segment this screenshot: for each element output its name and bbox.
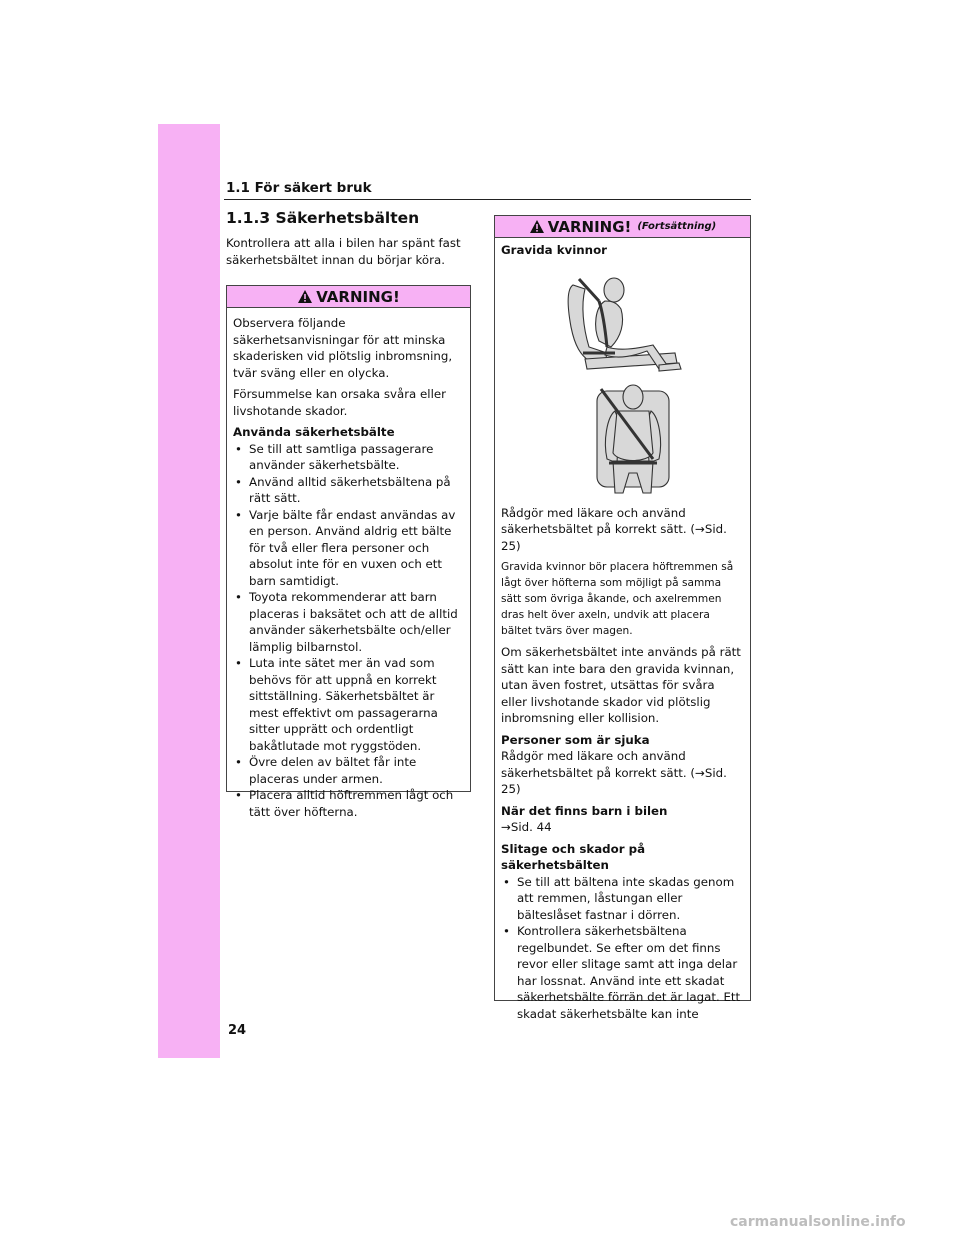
warning-box-left (226, 285, 471, 819)
warning-title: VARNING! (547, 217, 632, 236)
bullet-item: • Varje bälte får endast användas av en person. Använd aldrig ett bälte för två eller flera personer och absolut inte för en vuxen och ett barn samtidigt. (235, 507, 456, 588)
bullet-item: • Toyota rekommenderar att barn placeras i baksätet och att de alltid använder säkerhetsbälte och/eller lämplig bilbarnstol. (235, 590, 458, 654)
warning-paragraph: Rådgör med läkare och använd säkerhetsbältet på korrekt sätt. (→Sid. 25) (501, 505, 727, 553)
warning-header (227, 286, 470, 308)
warning-subheading: Använda säkerhetsbälte (233, 425, 395, 439)
warning-subheading: Gravida kvinnor (501, 243, 608, 257)
warning-subheading: Personer som är sjuka (501, 732, 650, 747)
warning-subheading: När det finns barn i bilen (501, 803, 668, 818)
left-column (226, 209, 472, 819)
watermark: carmanualsonline.info (730, 1214, 906, 1230)
warning-title: VARNING! (316, 287, 400, 306)
warning-icon (529, 219, 545, 234)
warning-continued: (Fortsättning) (637, 221, 717, 232)
page-number: 24 (228, 1023, 247, 1038)
header-rule (224, 199, 751, 200)
warning-paragraph-small: Gravida kvinnor bör placera höftremmen så lågt över höfterna som möjligt på samma sätt som övriga åkande, och axelremmen dras helt över axeln, undvik att placera bältet tvärs över magen. (501, 561, 734, 637)
page-title: 1.1.3 Säkerhetsbälten (226, 209, 420, 227)
section-header: 1.1 För säkert bruk (226, 180, 372, 196)
bullet-item: • Övre delen av bältet får inte placeras under armen. (235, 755, 417, 786)
bullet-item: • Luta inte sätet mer än vad som behövs för att uppnå en korrekt sittställning. Säkerhetsbältet är mest effektivt om passagerarna sitter upprätt och ordentligt bakåtlutade mot ryggstöden. (235, 656, 438, 753)
warning-subheading: Slitage och skador på säkerhetsbälten (501, 841, 646, 872)
warning-paragraph: Rådgör med läkare och använd säkerhetsbältet på korrekt sätt. (→Sid. 25) (501, 749, 727, 796)
warning-box-right (494, 215, 751, 1021)
pregnant-front-illustration (587, 381, 679, 499)
bullet-item: • Se till att samtliga passagerare använder säkerhetsbälte. (235, 441, 434, 472)
right-column (494, 215, 752, 1021)
bullet-item: • Placera alltid höftremmen lågt och tätt över höfterna. (235, 788, 454, 819)
bullet-item: • Använd alltid säkerhetsbältena på rätt sätt. (235, 474, 451, 505)
side-tab (158, 124, 220, 1058)
bullet-list (233, 441, 464, 821)
warning-paragraph: →Sid. 44 (501, 820, 552, 834)
warning-body (495, 238, 750, 1026)
warning-header (495, 216, 750, 238)
intro-text: Kontrollera att alla i bilen har spänt fast säkerhetsbältet innan du börjar köra. (226, 236, 461, 267)
warning-icon (297, 289, 313, 304)
bullet-item: • Se till att bältena inte skadas genom att remmen, låstungan eller bälteslåset fastnar i dörren. (503, 874, 735, 922)
pregnant-side-illustration (555, 267, 705, 377)
warning-paragraph: Försummelse kan orsaka svåra eller livshotande skador. (233, 387, 446, 418)
warning-body (227, 308, 470, 824)
warning-paragraph: Observera följande säkerhetsanvisningar för att minska skaderisken vid plötslig inbromsning, tvär sväng eller en olycka. (233, 316, 453, 380)
bullet-list (501, 874, 744, 1023)
warning-paragraph: Om säkerhetsbältet inte används på rätt sätt kan inte bara den gravida kvinnan, utan även fostret, utsättas för svåra eller livshotande skador vid plötslig inbromsning eller kollision. (501, 645, 741, 725)
bullet-item: • Kontrollera säkerhetsbältena regelbundet. Se efter om det finns revor eller slitage samt att inga delar har lossnat. Använd inte ett skadat säkerhetsbälte förrän det är lagat. Ett skadat säkerhetsbälte kan inte (503, 924, 741, 1021)
